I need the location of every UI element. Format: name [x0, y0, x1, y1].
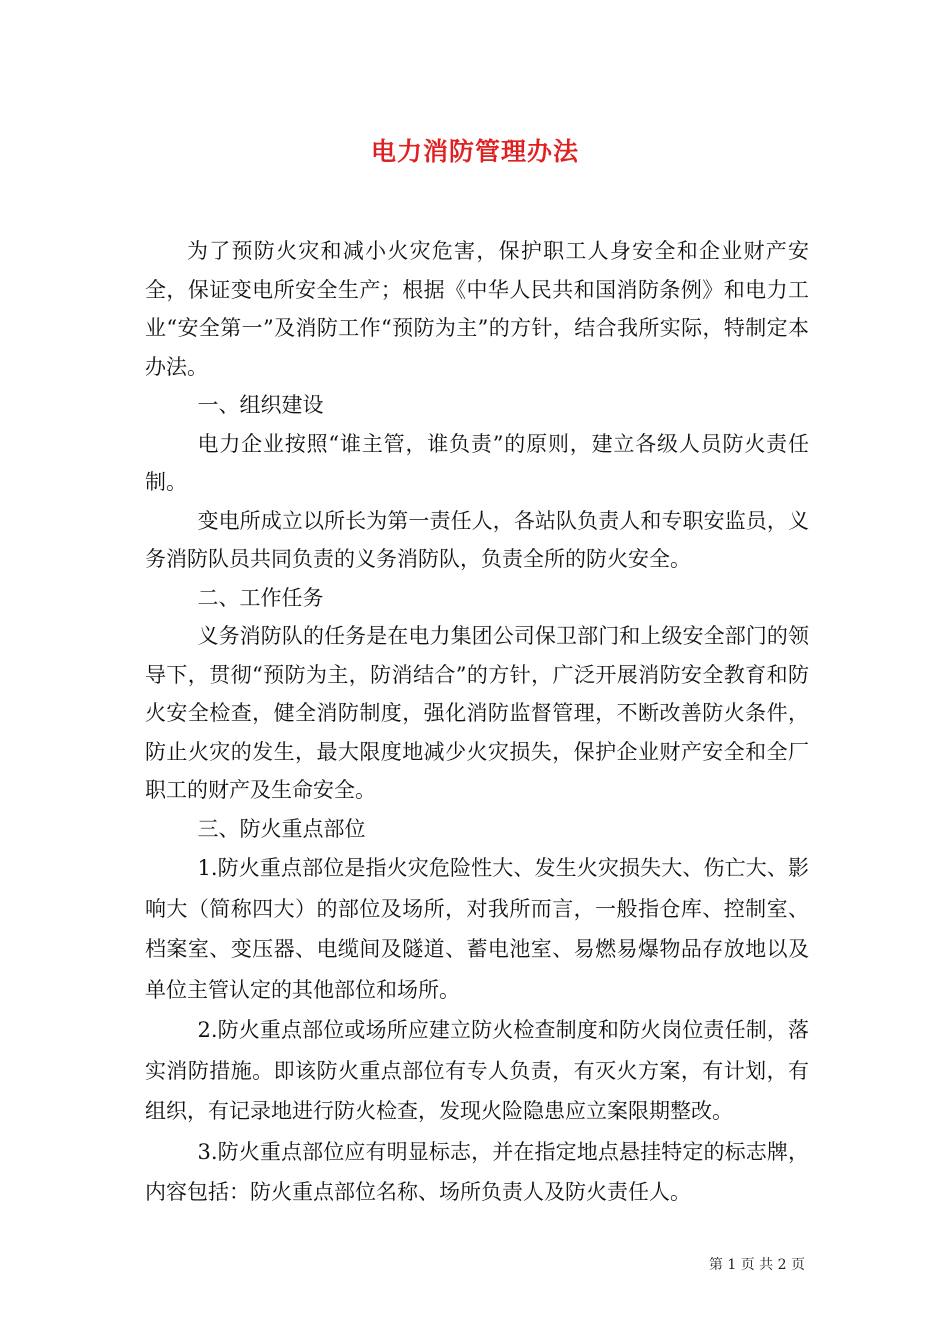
paragraph-intro: 为了预防火灾和减小火灾危害，保护职工人身安全和企业财产安全，保证变电所安全生产；根据《中华人民共和国消防条例》和电力工业“安全第一”及消防工作“预防为主”的方针，结合我所实际，特制定本办法。	[145, 239, 809, 379]
paragraph-item-3: 3.防火重点部位应有明显标志，并在指定地点悬挂特定的标志牌，内容包括：防火重点部位名称、场所负责人及防火责任人。	[145, 1139, 809, 1204]
paragraph-item-1: 1.防火重点部位是指火灾危险性大、发生火灾损失大、伤亡大、影响大（简称四大）的部位及场所，对我所而言，一般指仓库、控制室、档案室、变压器、电缆间及隧道、蓄电池室、易燃易爆物品存放地以及单位主管认定的其他部位和场所。	[145, 856, 809, 1002]
page-number: 第 1 页 共 2 页	[708, 1257, 805, 1273]
section-heading-tasks: 二、工作任务	[197, 585, 324, 610]
paragraph-tasks: 义务消防队的任务是在电力集团公司保卫部门和上级安全部门的领导下，贯彻“预防为主，防消结合”的方针，广泛开展消防安全教育和防火安全检查，健全消防制度，强化消防监督管理，不断改善防火条件，防止火灾的发生，最大限度地减少火灾损失，保护企业财产安全和全厂职工的财产及生命安全。	[145, 624, 809, 802]
paragraph-item-2: 2.防火重点部位或场所应建立防火检查制度和防火岗位责任制，落实消防措施。即该防火重点部位有专人负责，有灭火方案，有计划，有组织，有记录地进行防火检查，发现火险隐患应立案限期整改。	[145, 1018, 809, 1123]
paragraph-responsibility: 电力企业按照“谁主管，谁负责”的原则，建立各级人员防火责任制。	[145, 431, 809, 494]
section-heading-key-locations: 三、防火重点部位	[197, 816, 366, 841]
paragraph-fire-brigade: 变电所成立以所长为第一责任人，各站队负责人和专职安监员，义务消防队员共同负责的义务消防队，负责全所的防火安全。	[145, 508, 809, 571]
document-body	[145, 232, 809, 1213]
document-title: 电力消防管理办法	[370, 137, 579, 166]
section-heading-organization: 一、组织建设	[197, 393, 324, 417]
